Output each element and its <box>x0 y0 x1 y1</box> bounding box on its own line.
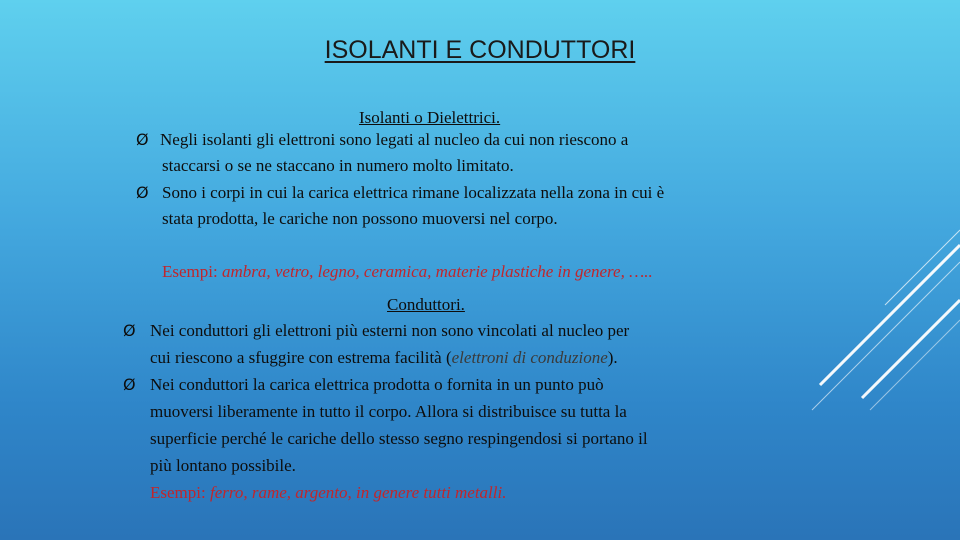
conduttori-bullet-2-line-2: muoversi liberamente in tutto il corpo. Allora si distribuisce su tutta la <box>150 402 627 421</box>
isolanti-bullet-2-line-1: Sono i corpi in cui la carica elettrica rimane localizzata nella zona in cui è <box>162 183 665 202</box>
deco-line-4 <box>862 300 960 398</box>
conduttori-b1-l2-italic: elettroni di conduzione <box>451 348 608 367</box>
isolanti-bullet-2-line-2: stata prodotta, le cariche non possono muoversi nel corpo. <box>162 209 558 228</box>
isolanti-examples <box>162 258 653 285</box>
conduttori-bullet-2-line-4: più lontano possibile. <box>150 456 296 475</box>
conduttori-examples <box>150 479 506 506</box>
isolanti-heading: Isolanti o Dielettrici. <box>359 108 501 127</box>
conduttori-examples-text: ferro, rame, argento, in genere tutti metalli. <box>205 483 507 502</box>
conduttori-bullet-2-line-3: superficie perché le cariche dello stesso segno respingendosi si portano il <box>150 429 648 448</box>
deco-line-2 <box>820 245 960 385</box>
conduttori-b1-l2-post: ). <box>607 348 618 367</box>
conduttori-bullet-2-arrow-icon: Ø <box>123 375 136 394</box>
isolanti-examples-text: ambra, vetro, legno, ceramica, materie plastiche in genere, ….. <box>217 262 653 281</box>
deco-line-1 <box>885 230 960 305</box>
isolanti-bullet-1-arrow-icon: Ø <box>136 130 149 149</box>
deco-line-5 <box>870 320 960 410</box>
conduttori-bullet-2-line-1: Nei conduttori la carica elettrica prodotta o fornita in un punto può <box>150 375 604 394</box>
conduttori-bullet-1-line-1: Nei conduttori gli elettroni più esterni non sono vincolati al nucleo per <box>150 321 630 340</box>
conduttori-b1-l2-pre: cui riescono a sfuggire con estrema facilità ( <box>150 348 452 367</box>
conduttori-bullet-1-arrow-icon: Ø <box>123 321 136 340</box>
slide-title: ISOLANTI E CONDUTTORI <box>324 36 636 64</box>
isolanti-bullet-1-line-1: Negli isolanti gli elettroni sono legati al nucleo da cui non riescono a <box>160 130 629 149</box>
conduttori-bullet-1-line-2 <box>150 344 618 371</box>
isolanti-bullet-1-line-2: staccarsi o se ne staccano in numero molto limitato. <box>162 156 514 175</box>
isolanti-examples-label: Esempi: <box>162 262 218 281</box>
conduttori-heading: Conduttori. <box>387 295 465 314</box>
isolanti-bullet-2-arrow-icon: Ø <box>136 183 149 202</box>
deco-line-3 <box>812 262 960 410</box>
conduttori-examples-label: Esempi: <box>150 483 206 502</box>
